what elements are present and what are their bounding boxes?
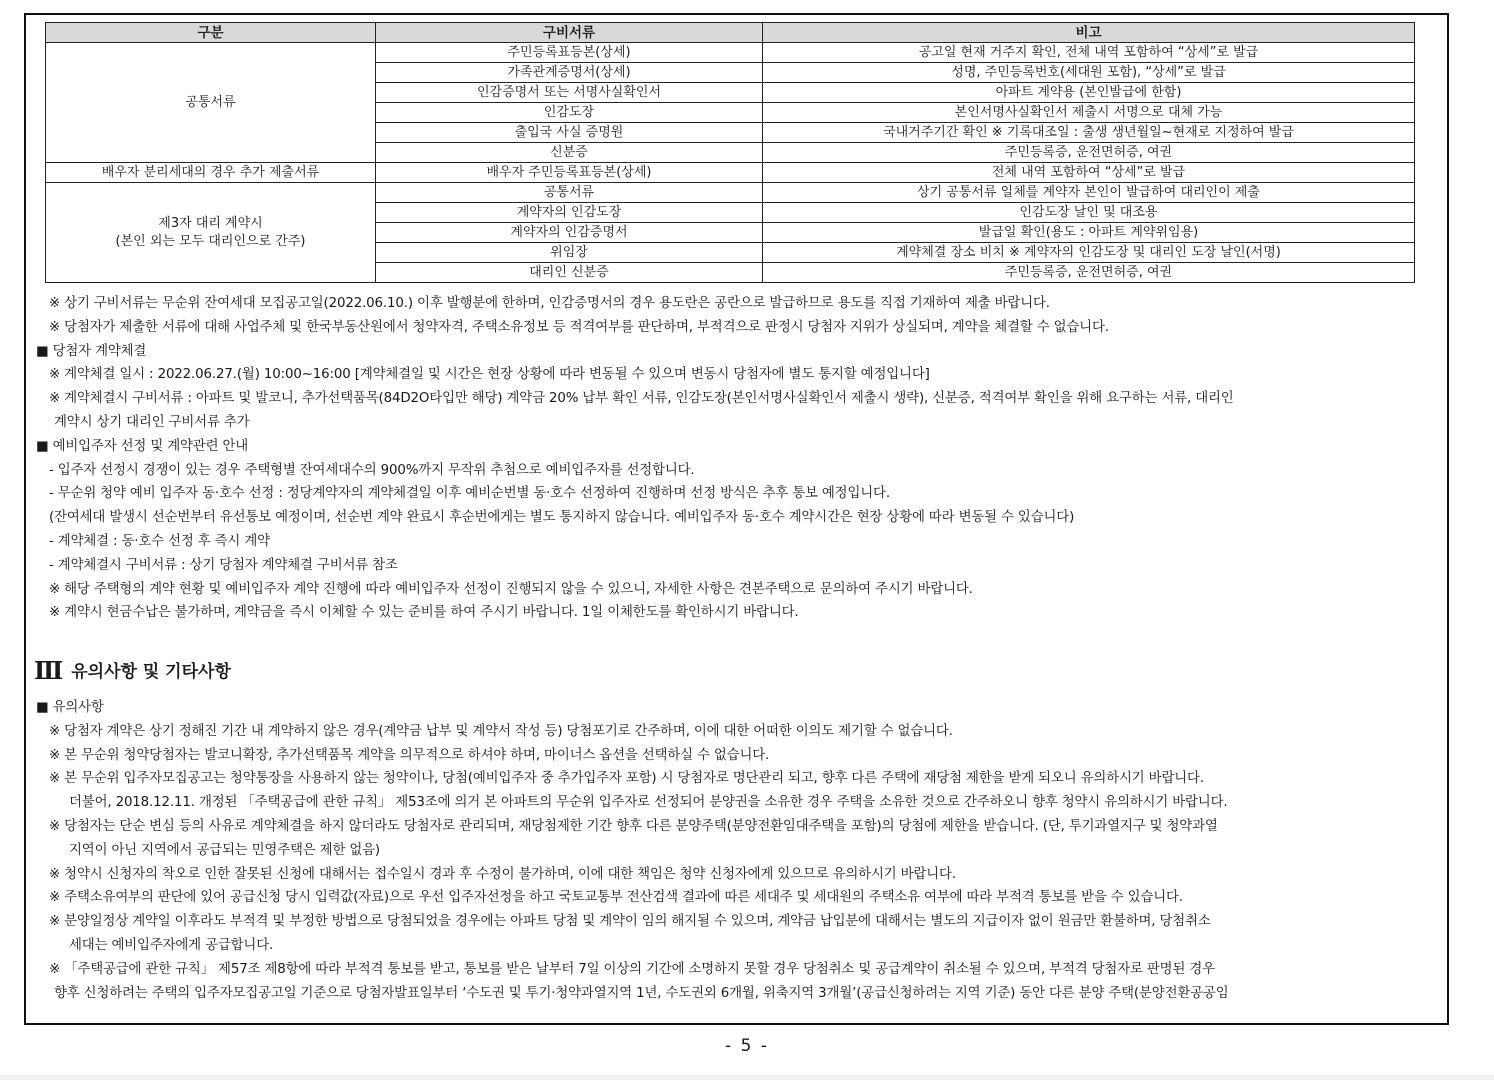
table-row <box>46 43 1415 63</box>
proxy-label-line1: 제3자 대리 계약시 <box>158 215 263 231</box>
note-line: ※ 해당 주택형의 계약 현황 및 예비입주자 계약 진행에 따라 예비입주자 선정이 진행되지 않을 수 있으니, 자세한 사항은 견본주택으로 문의하여 주시기 바랍니다. <box>49 581 973 597</box>
required-documents-table <box>45 22 1415 283</box>
document-cell: 인감도장 <box>376 103 763 123</box>
document-cell: 공통서류 <box>376 183 763 203</box>
document-cell: 주민등록표등본(상세) <box>376 43 763 63</box>
subsection-heading: ■ 예비입주자 선정 및 계약관련 안내 <box>36 438 249 454</box>
note-line: ※ 주택소유여부의 판단에 있어 공급신청 당시 입력값(자료)으로 우선 입주자선정을 하고 국토교통부 전산검색 결과에 따른 세대주 및 세대원의 주택소유 여부에 따라 부적격 통보를 받을 수 있습니다. <box>49 890 1183 906</box>
document-cell: 계약자의 인감증명서 <box>376 223 763 243</box>
note-line: - 무순위 청약 예비 입주자 동·호수 선정 : 정당계약자의 계약체결일 이후 예비순번별 동·호수 선정하여 진행하며 선정 방식은 추후 통보 예정입니다. <box>49 486 890 502</box>
note-line: - 계약체결시 구비서류 : 상기 당첨자 계약체결 구비서류 참조 <box>49 557 398 573</box>
section-title-text: 유의사항 및 기타사항 <box>71 662 231 682</box>
note-line: ※ 계약시 현금수납은 불가하며, 계약금을 즉시 이체할 수 있는 준비를 하여 주시기 바랍니다. 1일 이체한도를 확인하시기 바랍니다. <box>49 605 799 621</box>
contract-notes-block <box>36 292 1456 625</box>
document-cell: 배우자 주민등록표등본(상세) <box>376 163 763 183</box>
table-header-row <box>46 23 1415 43</box>
category-proxy <box>46 183 376 283</box>
note-line: 더불어, 2018.12.11. 개정된 「주택공급에 관한 규칙」 제53조에 의거 본 아파트의 무순위 입주자로 선정되어 분양권을 소유한 경우 주택을 소유한 것으로 간주하오니 향후 청약시 유의하시기 바랍니다. <box>69 795 1228 811</box>
note-line: ※ 계약체결시 구비서류 : 아파트 및 발코니, 추가선택품목(84D2O타입만 해당) 계약금 20% 납부 확인 서류, 인감도장(본인서명사실확인서 제출시 생략), 신분증, 적격여부 확인을 위해 요구하는 서류, 대리인 <box>49 391 1234 407</box>
document-cell: 인감증명서 또는 서명사실확인서 <box>376 83 763 103</box>
note-cell: 전체 내역 포함하여 “상세”로 발급 <box>763 163 1415 183</box>
section-title <box>34 655 231 687</box>
category-common: 공통서류 <box>46 43 376 163</box>
note-cell: 성명, 주민등록번호(세대원 포함), “상세”로 발급 <box>763 63 1415 83</box>
note-line: 지역이 아닌 지역에서 공급되는 민영주택은 제한 없음) <box>69 842 380 858</box>
document-cell: 신분증 <box>376 143 763 163</box>
note-line: ※ 「주택공급에 관한 규칙」 제57조 제8항에 따라 부적격 통보를 받고, 통보를 받은 날부터 7일 이상의 기간에 소명하지 못할 경우 당첨취소 및 공급계약이 취소될 수 있으며, 부적격 당첨자로 판명된 경우 <box>49 961 1215 977</box>
header-category: 구분 <box>46 23 376 43</box>
note-cell: 발급일 확인(용도 : 아파트 계약위임용) <box>763 223 1415 243</box>
document-cell: 가족관계증명서(상세) <box>376 63 763 83</box>
note-line: 향후 신청하려는 주택의 입주자모집공고일 기준으로 당첨자발표일부터 ‘수도권 및 투기·청약과열지역 1년, 수도권외 6개월, 위축지역 3개월’(공급신청하려는 지역 기준) 동안 다른 분양 주택(분양전환공공임 <box>54 985 1229 1001</box>
note-cell: 국내거주기간 확인 ※ 기록대조일 : 출생 생년월일~현재로 지정하여 발급 <box>763 123 1415 143</box>
note-cell: 인감도장 날인 및 대조용 <box>763 203 1415 223</box>
subsection-heading: ■ 유의사항 <box>36 700 104 715</box>
table-row <box>46 163 1415 183</box>
note-cell: 계약체결 장소 비치 ※ 계약자의 인감도장 및 대리인 도장 날인(서명) <box>763 243 1415 263</box>
proxy-label-line2: (본인 외는 모두 대리인으로 간주) <box>115 233 306 249</box>
category-spouse: 배우자 분리세대의 경우 추가 제출서류 <box>46 163 376 183</box>
note-line: ※ 계약체결 일시 : 2022.06.27.(월) 10:00~16:00 [계약체결일 및 시간은 현장 상황에 따라 변동될 수 있으며 변동시 당첨자에 별도 통지할 예정입니다] <box>49 367 930 383</box>
subsection-heading: ■ 당첨자 계약체결 <box>36 343 147 359</box>
document-cell: 계약자의 인감도장 <box>376 203 763 223</box>
note-line: (잔여세대 발생시 선순번부터 유선통보 예정이며, 선순번 계약 완료시 후순번에게는 별도 통지하지 않습니다. 예비입주자 동·호수 계약시간은 현장 상황에 따라 변동될 수 있습니다) <box>49 510 1075 526</box>
note-line: ※ 당첨자는 단순 변심 등의 사유로 계약체결을 하지 않더라도 당첨자로 관리되며, 재당첨제한 기간 향후 다른 분양주택(분양전환임대주택을 포함)의 당첨에 제한을 받습니다. (단, 투기과열지구 및 청약과열 <box>49 818 1218 834</box>
page-number: - 5 - <box>725 1036 769 1056</box>
note-cell: 상기 공통서류 일체를 계약자 본인이 발급하여 대리인이 제출 <box>763 183 1415 203</box>
note-line: ※ 본 무순위 입주자모집공고는 청약통장을 사용하지 않는 청약이나, 당첨(예비입주자 중 추가입주자 포함) 시 당첨자로 명단관리 되고, 향후 다른 주택에 재당첨 제한을 받게 되오니 유의하시기 바랍니다. <box>49 771 1204 787</box>
note-line: - 입주자 선정시 경쟁이 있는 경우 주택형별 잔여세대수의 900%까지 무작위 추첨으로 예비입주자를 선정합니다. <box>49 462 695 478</box>
roman-numeral: Ⅲ <box>34 656 64 685</box>
note-line: ※ 당첨자가 제출한 서류에 대해 사업주체 및 한국부동산원에서 청약자격, 주택소유정보 등 적격여부를 판단하며, 부적격으로 판정시 당첨자 지위가 상실되며, 계약을 체결할 수 없습니다. <box>49 319 1109 335</box>
document-cell: 출입국 사실 증명원 <box>376 123 763 143</box>
note-cell: 주민등록증, 운전면허증, 여권 <box>763 263 1415 283</box>
note-line: ※ 당첨자 계약은 상기 정해진 기간 내 계약하지 않은 경우(계약금 납부 및 계약서 작성 등) 당첨포기로 간주하며, 이에 대한 어떠한 이의도 제기할 수 없습니다. <box>49 723 953 739</box>
note-line: - 계약체결 : 동·호수 선정 후 즉시 계약 <box>49 533 270 549</box>
note-line: ※ 청약시 신청자의 착오로 인한 잘못된 신청에 대해서는 접수일시 경과 후 수정이 불가하며, 이에 대한 책임은 청약 신청자에게 있으므로 유의하시기 바랍니다. <box>49 866 956 882</box>
header-documents: 구비서류 <box>376 23 763 43</box>
table-row <box>46 183 1415 203</box>
note-line: ※ 분양일정상 계약일 이후라도 부적격 및 부정한 방법으로 당첨되었을 경우에는 아파트 당첨 및 계약이 임의 해지될 수 있으며, 계약금 납입분에 대해서는 별도의 지급이자 없이 원금만 환불하며, 당첨취소 <box>49 914 1211 930</box>
header-notes: 비고 <box>763 23 1415 43</box>
note-line: 세대는 예비입주자에게 공급합니다. <box>69 937 274 953</box>
document-cell: 위임장 <box>376 243 763 263</box>
precautions-block <box>36 696 1456 1005</box>
note-line: 계약시 상기 대리인 구비서류 추가 <box>54 414 250 430</box>
note-cell: 주민등록증, 운전면허증, 여권 <box>763 143 1415 163</box>
note-line: ※ 본 무순위 청약당첨자는 발코니확장, 추가선택품목 계약을 의무적으로 하셔야 하며, 마이너스 옵션을 선택하실 수 없습니다. <box>49 747 770 763</box>
note-cell: 공고일 현재 거주지 확인, 전체 내역 포함하여 “상세”로 발급 <box>763 43 1415 63</box>
note-cell: 아파트 계약용 (본인발급에 한함) <box>763 83 1415 103</box>
document-cell: 대리인 신분증 <box>376 263 763 283</box>
note-line: ※ 상기 구비서류는 무순위 잔여세대 모집공고일(2022.06.10.) 이후 발행분에 한하며, 인감증명서의 경우 용도란은 공란으로 발급하므로 용도를 직접 기재하여 제출 바랍니다. <box>49 296 1050 311</box>
note-cell: 본인서명사실확인서 제출시 서명으로 대체 가능 <box>763 103 1415 123</box>
